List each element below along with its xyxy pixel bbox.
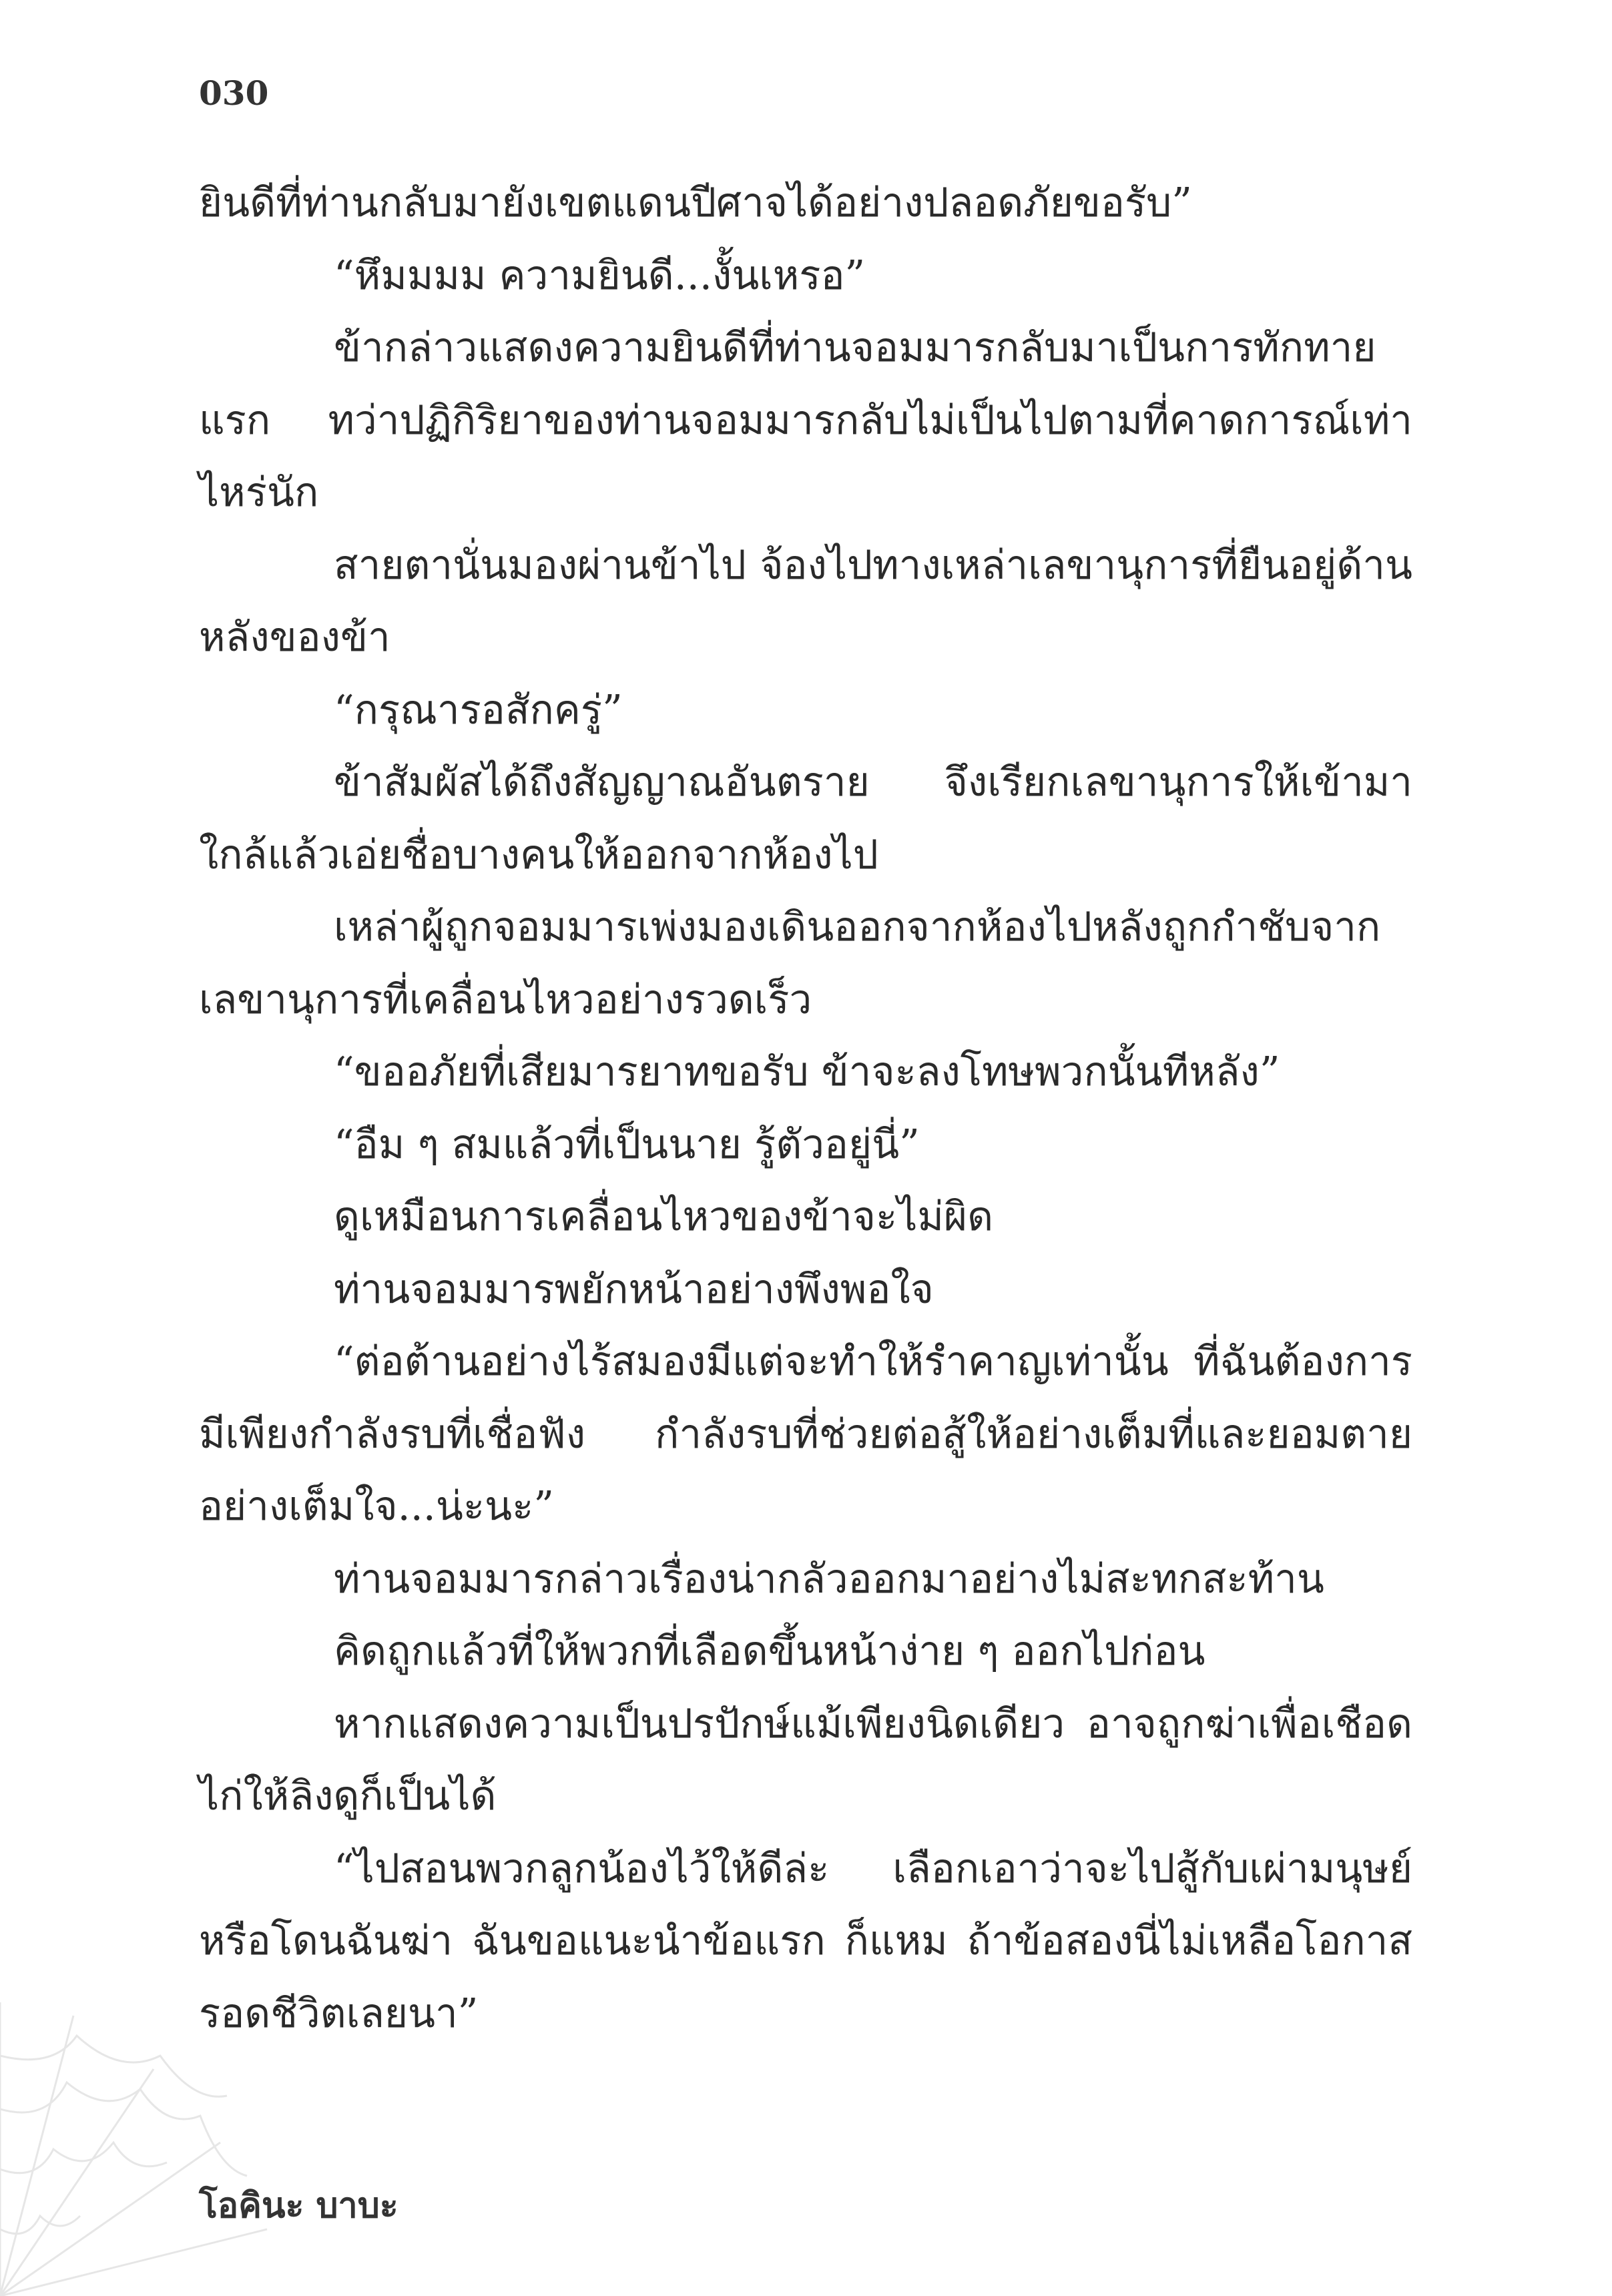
paragraph: สายตานั่นมองผ่านข้าไป จ้องไปทางเหล่าเลขานุการที่ยืนอยู่ด้านหลังของข้า [199, 541, 1412, 661]
paragraph: “อืม ๆ สมแล้วที่เป็นนาย รู้ตัวอยู่นี่” [334, 1121, 920, 1168]
paragraph: “หึมมมม ความยินดี...งั้นเหรอ” [334, 252, 866, 299]
paragraph: “กรุณารอสักครู่” [334, 686, 623, 734]
spiderweb-decoration-icon [0, 1976, 280, 2296]
paragraph: ยินดีที่ท่านกลับมายังเขตแดนปีศาจได้อย่างปลอดภัยขอรับ” [199, 180, 1192, 226]
paragraph: “ขออภัยที่เสียมารยาทขอรับ ข้าจะลงโทษพวกนั้นทีหลัง” [334, 1049, 1280, 1095]
paragraph: ข้ากล่าวแสดงความยินดีที่ท่านจอมมารกลับมาเป็นการทักทายแรก ทว่าปฏิกิริยาของท่านจอมมารกลับไม่เป็นไปตามที่คาดการณ์เท่าไหร่นัก [199, 324, 1412, 516]
paragraph: ท่านจอมมารพยักหน้าอย่างพึงพอใจ [334, 1265, 934, 1313]
paragraph: “ต่อต้านอย่างไร้สมองมีแต่จะทำให้รำคาญเท่านั้น ที่ฉันต้องการมีเพียงกำลังรบที่เชื่อฟัง กำลังรบที่ช่วยต่อสู้ให้อย่างเต็มที่และยอมตายอย่างเต็มใจ...น่ะนะ” [199, 1338, 1412, 1530]
paragraph: ท่านจอมมารกล่าวเรื่องน่ากลัวออกมาอย่างไม่สะทกสะท้าน [334, 1555, 1324, 1603]
paragraph: หากแสดงความเป็นปรปักษ์แม้เพียงนิดเดียว อาจถูกฆ่าเพื่อเชือดไก่ให้ลิงดูก็เป็นได้ [199, 1700, 1412, 1819]
text-body [199, 167, 1412, 2050]
paragraph: ข้าสัมผัสได้ถึงสัญญาณอันตราย จึงเรียกเลขานุการให้เข้ามาใกล้แล้วเอ่ยชื่อบางคนให้ออกจากห้องไป [199, 759, 1412, 878]
paragraph: ดูเหมือนการเคลื่อนไหวของข้าจะไม่ผิด [334, 1193, 994, 1240]
paragraph: เหล่าผู้ถูกจอมมารเพ่งมองเดินออกจากห้องไปหลังถูกกำชับจากเลขานุการที่เคลื่อนไหวอย่างรวดเร็ว [199, 904, 1381, 1023]
paragraph: คิดถูกแล้วที่ให้พวกที่เลือดขึ้นหน้าง่าย ๆ ออกไปก่อน [334, 1628, 1205, 1675]
page-number: 030 [199, 73, 269, 113]
footer-title: โอคินะ บาบะ [199, 2186, 398, 2226]
paragraph: “ไปสอนพวกลูกน้องไว้ให้ดีล่ะ เลือกเอาว่าจะไปสู้กับเผ่ามนุษย์หรือโดนฉันฆ่า ฉันขอแนะนำข้อแรก ก็แหม ถ้าข้อสองนี่ไม่เหลือโอกาสรอดชีวิตเลยนา” [199, 1845, 1412, 2037]
